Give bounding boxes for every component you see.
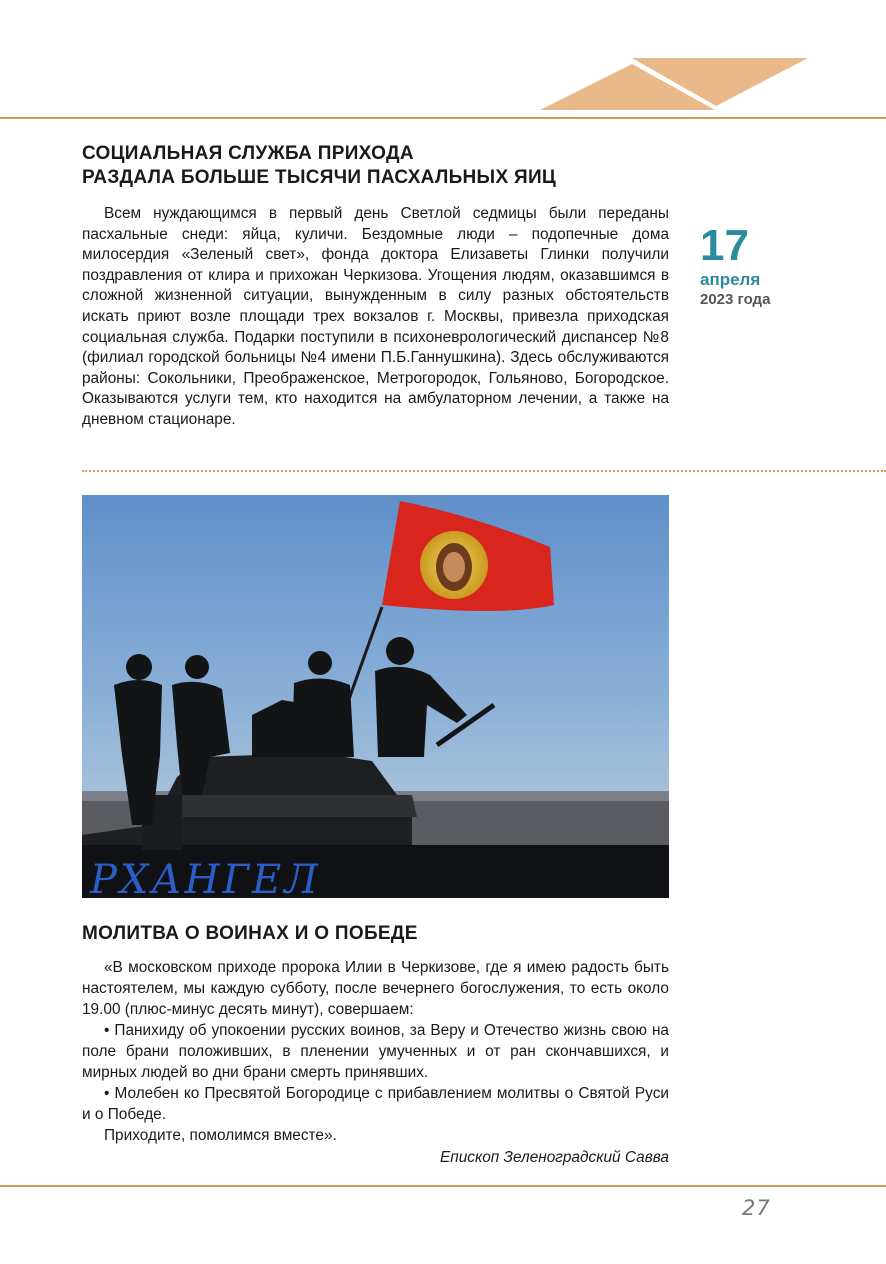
article-title-line-1: СОЦИАЛЬНАЯ СЛУЖБА ПРИХОДА [82,143,414,164]
article-paragraph: Всем нуждающимся в первый день Светлой седмицы были переданы пасхальные снеди: яйца, куличи. Бездомные люди – подопечные дома милосердия «Зеленый свет», фонда доктора Елизаветы Глинки получили поздравления от клира и прихожан Черкизова. Угощения людям, оказавшимся в сложной жизненной ситуации, вынужденным в силу разных обстоятельств искать приют возле площади трех вокзалов г. Москвы, привезла приходская социальная служба. Подарки поступили в психоневрологический диспансер №8 (филиал городской больницы №4 имени П.Б.Ганнушкина). Здесь обслуживаются районы: Сокольники, Преображенское, Метрогородок, Гольяново, Богородское. Оказываются услуги тем, кто находится на амбулаторном лечении, а также на дневном стационаре. [82,205,669,428]
date-year: 2023 года [700,291,771,308]
top-rule [0,117,886,119]
date-day: 17 [700,221,749,270]
section-title: МОЛИТВА О ВОИНАХ И О ПОБЕДЕ [82,923,418,944]
bottom-rule [0,1185,886,1187]
decorative-header-triangles [540,56,808,112]
article-title-line-2: РАЗДАЛА БОЛЬШЕ ТЫСЯЧИ ПАСХАЛЬНЫХ ЯИЦ [82,167,557,188]
article-title [82,142,682,190]
photo-illustration [82,495,669,898]
prayer-text [82,957,669,1168]
hull-lettering: РХАНГЕЛ [90,857,321,898]
prayer-paragraph-3: • Молебен ко Пресвятой Богородице с прибавлением молитвы о Святой Руси и о Победе. [82,1085,669,1123]
date-block [700,221,820,310]
date-month: апреля [700,270,761,289]
page-number: 27 [742,1196,771,1220]
soldiers-photo [82,495,669,898]
signature: Епископ Зеленоградский Савва [439,1149,669,1166]
prayer-paragraph-4: Приходите, помолимся вместе». [104,1127,337,1144]
prayer-paragraph-1: «В московском приходе пророка Илии в Черкизове, где я имею радость быть настоятелем, мы каждую субботу, после вечернего богослужения, то есть около 19.00 (плюс-минус десять минут), совершаем: [82,959,669,1018]
article-body [82,204,669,431]
dotted-divider [82,470,886,472]
prayer-paragraph-2: • Панихиду об упокоении русских воинов, за Веру и Отечество жизнь свою на поле брани положивших, в пленении умученных и от ран скончавшихся, и мирных людей во дни брани смерть принявших. [82,1022,669,1081]
